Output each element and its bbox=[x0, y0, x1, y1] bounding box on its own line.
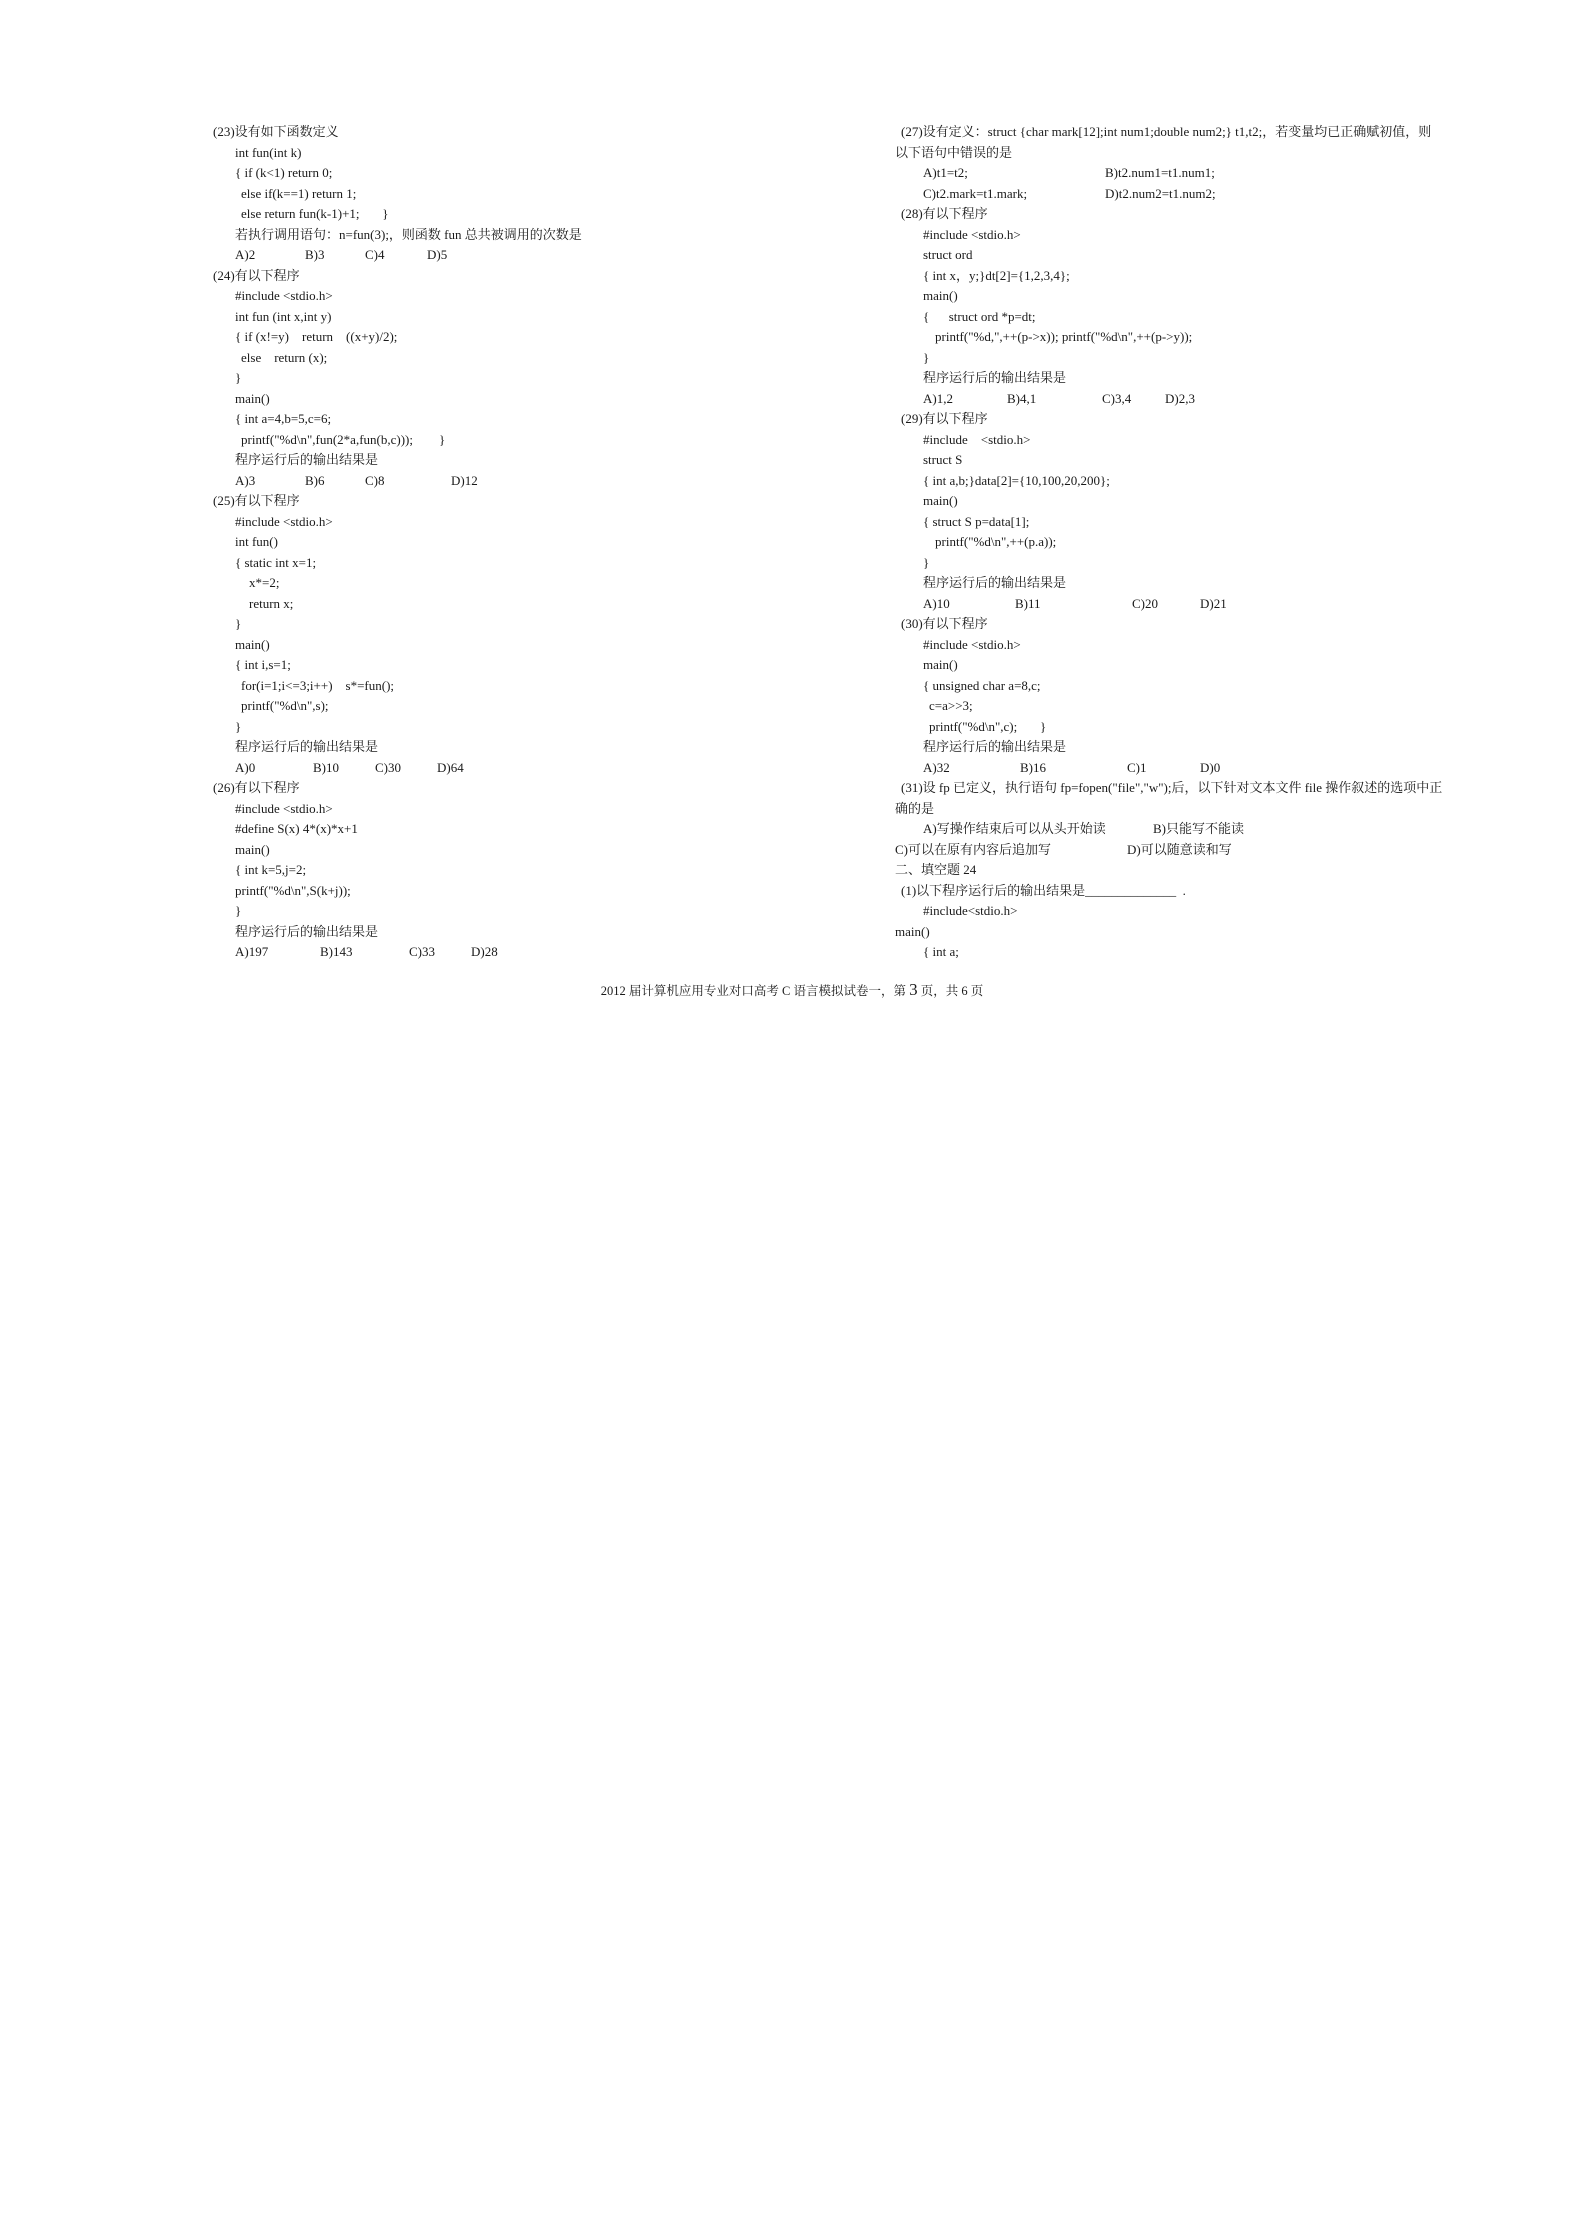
text-line: main() bbox=[923, 288, 958, 303]
text-line: #define S(x) 4*(x)*x+1 bbox=[235, 821, 358, 836]
text-line: } bbox=[235, 616, 242, 631]
text-line: c=a>>3; bbox=[929, 698, 973, 713]
option-row bbox=[213, 245, 853, 266]
text-line: #include <stdio.h> bbox=[923, 636, 1021, 652]
option-text: B)4,1 bbox=[1007, 390, 1037, 406]
text-line: (31)设 fp 已定义，执行语句 fp=fopen("file","w");后，以下针对文本文件 file 操作叙述的选项中正 bbox=[901, 780, 1443, 795]
text-line: main() bbox=[895, 923, 930, 939]
option-text: B)10 bbox=[313, 759, 339, 775]
option-row bbox=[895, 840, 1495, 861]
text-line: else return (x); bbox=[241, 349, 328, 365]
option-text: D)t2.num2=t1.num2; bbox=[1105, 185, 1216, 201]
option-row bbox=[895, 819, 1495, 840]
option-row bbox=[895, 389, 1495, 410]
option-text: B)3 bbox=[305, 247, 325, 262]
page-footer bbox=[0, 980, 1584, 1000]
option-text: C)1 bbox=[1127, 759, 1147, 775]
text-line: { int a=4,b=5,c=6; bbox=[235, 411, 332, 426]
option-text: A)2 bbox=[235, 247, 256, 262]
text-line: printf("%d\n",fun(2*a,fun(b,c))); } bbox=[241, 431, 446, 447]
option-text: C)4 bbox=[365, 247, 385, 262]
text-line: (26)有以下程序 bbox=[213, 780, 300, 795]
text-line: #include <stdio.h> bbox=[235, 288, 333, 303]
text-line: { int a; bbox=[923, 944, 959, 959]
right-column bbox=[895, 122, 1495, 963]
text-line: for(i=1;i<=3;i++) s*=fun(); bbox=[241, 677, 395, 693]
text-line: (28)有以下程序 bbox=[901, 206, 988, 221]
option-text: D)可以随意读和写 bbox=[1127, 841, 1232, 857]
text-line: main() bbox=[235, 841, 270, 857]
option-text: B)11 bbox=[1015, 595, 1041, 611]
option-text: A)3 bbox=[235, 472, 256, 488]
text-line: (1)以下程序运行后的输出结果是______________ . bbox=[901, 882, 1186, 898]
footer-page-number: 3 bbox=[909, 980, 918, 999]
text-line: { int k=5,j=2; bbox=[235, 862, 307, 877]
option-text: A)197 bbox=[235, 944, 269, 959]
option-text: B)6 bbox=[305, 472, 325, 488]
option-text: D)21 bbox=[1200, 595, 1227, 611]
option-text: A)10 bbox=[923, 595, 950, 611]
text-line: } bbox=[235, 370, 242, 385]
text-line: #include <stdio.h> bbox=[235, 800, 333, 816]
text-line: printf("%d\n",S(k+j)); bbox=[235, 882, 351, 898]
text-line: (30)有以下程序 bbox=[901, 616, 988, 631]
option-text: C)33 bbox=[409, 944, 435, 959]
text-line: 程序运行后的输出结果是 bbox=[923, 575, 1067, 590]
text-line: main() bbox=[235, 390, 270, 406]
text-line: else if(k==1) return 1; bbox=[241, 185, 357, 201]
text-line: return x; bbox=[249, 595, 294, 611]
left-column bbox=[213, 122, 853, 963]
text-line: int fun() bbox=[235, 534, 278, 549]
text-line: } bbox=[923, 554, 930, 570]
text-line: else return fun(k-1)+1; } bbox=[241, 206, 389, 221]
option-text: B)t2.num1=t1.num1; bbox=[1105, 165, 1215, 180]
option-text: C)8 bbox=[365, 472, 385, 488]
option-text: D)0 bbox=[1200, 759, 1221, 775]
text-line: main() bbox=[923, 657, 958, 672]
text-line: { struct S p=data[1]; bbox=[923, 513, 1030, 529]
text-line: struct S bbox=[923, 452, 963, 467]
text-line: struct ord bbox=[923, 247, 973, 262]
option-text: D)28 bbox=[471, 944, 498, 959]
option-row bbox=[895, 163, 1495, 184]
option-row bbox=[895, 594, 1495, 615]
text-line: 若执行调用语句：n=fun(3);，则函数 fun 总共被调用的次数是 bbox=[235, 226, 582, 242]
option-row bbox=[213, 471, 853, 492]
text-line: #include <stdio.h> bbox=[235, 513, 333, 529]
text-line: 程序运行后的输出结果是 bbox=[923, 739, 1067, 754]
text-line: { if (x!=y) return ((x+y)/2); bbox=[235, 329, 398, 344]
footer-suffix: 页，共 6 页 bbox=[917, 984, 984, 998]
option-row bbox=[213, 758, 853, 779]
text-line: 程序运行后的输出结果是 bbox=[235, 452, 379, 467]
text-line: #include <stdio.h> bbox=[923, 431, 1031, 447]
text-line: (24)有以下程序 bbox=[213, 267, 300, 283]
option-text: C)可以在原有内容后追加写 bbox=[895, 841, 1052, 857]
option-text: A)写操作结束后可以从头开始读 bbox=[923, 821, 1106, 836]
option-text: D)12 bbox=[451, 472, 478, 488]
text-line: { if (k<1) return 0; bbox=[235, 165, 333, 180]
text-line: printf("%d\n",c); } bbox=[929, 718, 1047, 734]
text-line: } bbox=[235, 718, 242, 734]
option-text: C)3,4 bbox=[1102, 390, 1132, 406]
text-line: } bbox=[235, 903, 242, 918]
option-text: D)2,3 bbox=[1165, 390, 1195, 406]
text-line: { unsigned char a=8,c; bbox=[923, 677, 1041, 693]
text-line: 程序运行后的输出结果是 bbox=[923, 370, 1067, 385]
option-text: A)32 bbox=[923, 759, 950, 775]
text-line: (23)设有如下函数定义 bbox=[213, 124, 339, 139]
option-text: B)只能写不能读 bbox=[1153, 821, 1245, 836]
text-line: printf("%d\n",s); bbox=[241, 698, 329, 713]
option-text: D)64 bbox=[437, 759, 464, 775]
text-line: printf("%d\n",++(p.a)); bbox=[935, 534, 1057, 549]
text-line: printf("%d,",++(p->x)); printf("%d\n",++(p->y)); bbox=[935, 329, 1193, 344]
option-text: C)t2.mark=t1.mark; bbox=[923, 185, 1028, 201]
option-text: C)30 bbox=[375, 759, 401, 775]
text-line: } bbox=[923, 349, 930, 365]
text-line: (27)设有定义：struct {char mark[12];int num1;double num2;} t1,t2;，若变量均已正确赋初值，则 bbox=[901, 124, 1432, 139]
option-text: B)16 bbox=[1020, 759, 1046, 775]
option-text: C)20 bbox=[1132, 595, 1158, 611]
option-text: A)0 bbox=[235, 759, 256, 775]
text-line: { int x，y;}dt[2]={1,2,3,4}; bbox=[923, 267, 1070, 283]
text-line: x*=2; bbox=[249, 575, 280, 590]
text-line: { int i,s=1; bbox=[235, 657, 291, 672]
text-line: #include <stdio.h> bbox=[923, 226, 1021, 242]
footer-prefix: 2012 届计算机应用专业对口高考 C 语言模拟试卷一，第 bbox=[600, 984, 910, 998]
option-row bbox=[895, 758, 1495, 779]
text-line: int fun (int x,int y) bbox=[235, 308, 332, 324]
text-line: 确的是 bbox=[895, 800, 935, 816]
text-line: 程序运行后的输出结果是 bbox=[235, 923, 379, 939]
text-line: main() bbox=[923, 493, 958, 508]
text-line: (25)有以下程序 bbox=[213, 493, 300, 508]
option-text: D)5 bbox=[427, 247, 448, 262]
text-line: 以下语句中错误的是 bbox=[895, 144, 1013, 160]
text-line: { int a,b;}data[2]={10,100,20,200}; bbox=[923, 472, 1110, 488]
option-text: A)t1=t2; bbox=[923, 165, 968, 180]
text-line: (29)有以下程序 bbox=[901, 411, 988, 426]
text-line: 程序运行后的输出结果是 bbox=[235, 739, 379, 754]
option-text: A)1,2 bbox=[923, 390, 953, 406]
text-line: { static int x=1; bbox=[235, 554, 317, 570]
text-line: { struct ord *p=dt; bbox=[923, 308, 1036, 324]
option-row bbox=[895, 184, 1495, 205]
text-line: 二、填空题 24 bbox=[895, 862, 977, 877]
option-row bbox=[213, 942, 853, 963]
text-line: main() bbox=[235, 636, 270, 652]
text-line: #include<stdio.h> bbox=[923, 903, 1018, 918]
option-text: B)143 bbox=[320, 944, 353, 959]
text-line: int fun(int k) bbox=[235, 144, 302, 160]
